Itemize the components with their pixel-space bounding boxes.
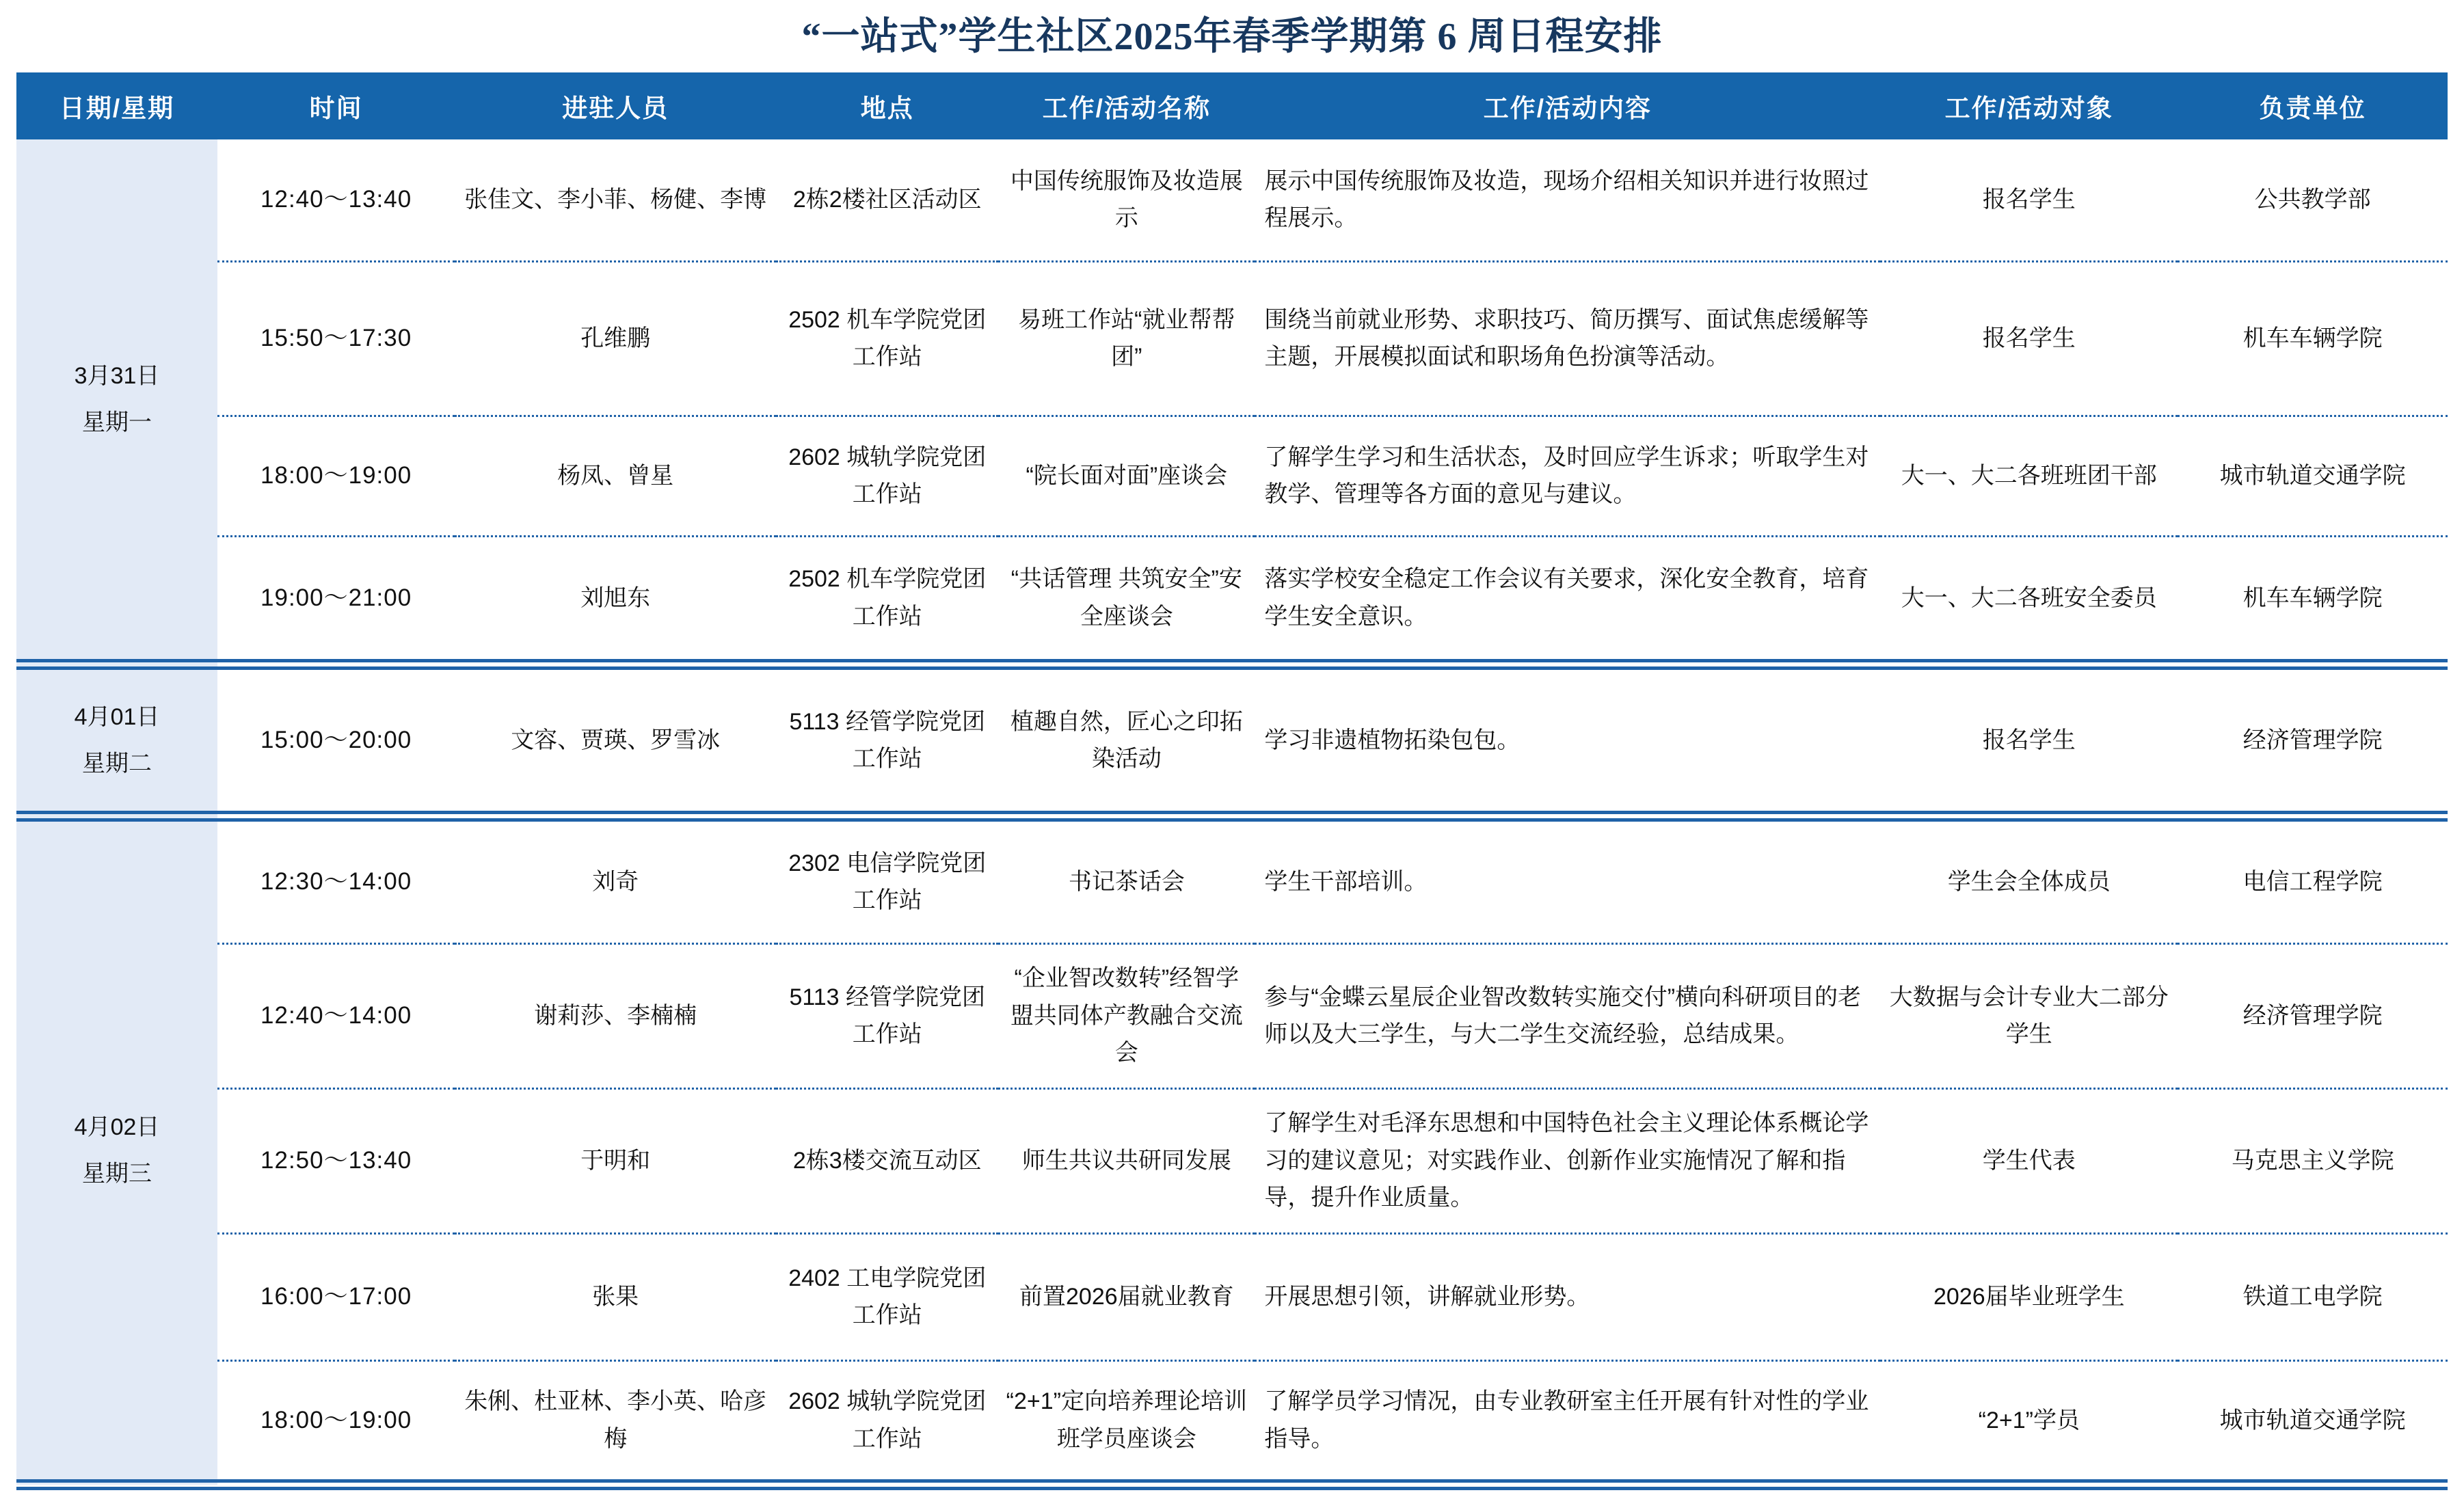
date-cell (16, 664, 217, 816)
cell-location: 2602 城轨学院党团工作站 (776, 416, 998, 536)
table-row (16, 261, 2448, 416)
cell-unit: 城市轨道交通学院 (2178, 1360, 2448, 1485)
cell-staff: 文容、贾瑛、罗雪冰 (511, 727, 721, 753)
column-header-staff: 进驻人员 (455, 72, 776, 139)
cell-activity-name: “企业智改数转”经智学盟共同体产教融合交流会 (998, 943, 1255, 1088)
cell-activity-name: 中国传统服饰及妆造展示 (1010, 167, 1243, 232)
table-row (16, 943, 2448, 1088)
cell-location: 2402 工电学院党团工作站 (776, 1233, 998, 1360)
date-label: 4月01日 (74, 704, 160, 730)
cell-location: 2栋2楼社区活动区 (792, 187, 982, 213)
cell-staff: 朱俐、杜亚林、李小英、哈彦梅 (455, 1360, 776, 1485)
cell-unit: 经济管理学院 (2242, 727, 2383, 753)
column-header-location: 地点 (776, 72, 998, 139)
cell-activity-name: “院长面对面”座谈会 (998, 416, 1255, 536)
cell-location: 2302 电信学院党团工作站 (788, 850, 987, 914)
table-row (16, 139, 2448, 261)
cell-staff: 孔维鹏 (455, 261, 776, 416)
cell-unit: 经济管理学院 (2178, 943, 2448, 1088)
cell-activity-content: 学习非遗植物拓染包包。 (1264, 727, 1521, 753)
cell-location: 5113 经管学院党团工作站 (789, 708, 986, 772)
column-header-date: 日期/星期 (16, 72, 217, 139)
page-title: “一站式”学生社区2025年春季学期第 6 周日程安排 (801, 16, 1663, 58)
cell-activity-content: 了解学生学习和生活状态，及时回应学生诉求；听取学生对教学、管理等各方面的意见与建议。 (1255, 416, 1880, 536)
table-header (16, 72, 2448, 139)
header-row (16, 72, 2448, 139)
column-header-activity-name: 工作/活动名称 (998, 72, 1255, 139)
cell-activity-name: 植趣自然，匠心之印拓染活动 (1010, 708, 1243, 772)
table-row (16, 536, 2448, 664)
day-group (16, 139, 2448, 664)
column-header-activity-target: 工作/活动对象 (1880, 72, 2178, 139)
cell-time: 18:00～19:00 (217, 1360, 455, 1485)
table-row (16, 816, 2448, 943)
cell-activity-content: 了解学生对毛泽东思想和中国特色社会主义理论体系概论学习的建议意见；对实践作业、创新作业实施情况了解和指导，提升作业质量。 (1255, 1088, 1880, 1233)
column-header-activity-content: 工作/活动内容 (1255, 72, 1880, 139)
weekday-label: 星期二 (82, 751, 152, 777)
cell-activity-name: 前置2026届就业教育 (998, 1233, 1255, 1360)
cell-activity-name: 易班工作站“就业帮帮团” (998, 261, 1255, 416)
cell-unit: 机车车辆学院 (2178, 536, 2448, 664)
date-cell (16, 816, 217, 1485)
table-row (16, 1233, 2448, 1360)
cell-activity-name: 书记茶话会 (1068, 869, 1185, 895)
cell-time: 12:50～13:40 (217, 1088, 455, 1233)
cell-activity-content: 围绕当前就业形势、求职技巧、简历撰写、面试焦虑缓解等主题，开展模拟面试和职场角色扮演等活动。 (1255, 261, 1880, 416)
cell-unit: 铁道工电学院 (2178, 1233, 2448, 1360)
cell-activity-target: “2+1”学员 (1880, 1360, 2178, 1485)
cell-activity-content: 学生干部培训。 (1264, 869, 1428, 895)
weekday-label: 星期一 (82, 409, 152, 435)
cell-activity-content: 了解学员学习情况，由专业教研室主任开展有针对性的学业指导。 (1255, 1360, 1880, 1485)
column-header-unit: 负责单位 (2178, 72, 2448, 139)
cell-time: 18:00～19:00 (217, 416, 455, 536)
cell-activity-target: 学生会全体成员 (1947, 869, 2111, 895)
cell-unit: 机车车辆学院 (2178, 261, 2448, 416)
cell-location: 2502 机车学院党团工作站 (776, 261, 998, 416)
schedule-table (16, 72, 2448, 1490)
cell-activity-target: 大一、大二各班安全委员 (1880, 536, 2178, 664)
cell-time: 12:40～13:40 (260, 186, 412, 213)
date-label: 4月02日 (74, 1114, 160, 1140)
cell-time: 15:00～20:00 (260, 727, 412, 753)
table-row (16, 1360, 2448, 1485)
cell-location: 2栋3楼交流互动区 (776, 1088, 998, 1233)
cell-unit: 电信工程学院 (2242, 869, 2383, 895)
weekday-label: 星期三 (82, 1161, 152, 1187)
cell-time: 12:40～14:00 (217, 943, 455, 1088)
cell-unit: 城市轨道交通学院 (2178, 416, 2448, 536)
date-cell (16, 139, 217, 664)
cell-activity-name: 师生共议共研同发展 (998, 1088, 1255, 1233)
cell-location: 5113 经管学院党团工作站 (776, 943, 998, 1088)
date-label: 3月31日 (74, 363, 160, 389)
cell-staff: 张佳文、李小菲、杨健、李博 (464, 187, 767, 213)
cell-activity-target: 大一、大二各班班团干部 (1880, 416, 2178, 536)
cell-activity-content: 展示中国传统服饰及妆造，现场介绍相关知识并进行妆照过程展示。 (1264, 167, 1869, 232)
table-row (16, 416, 2448, 536)
table-row (16, 1088, 2448, 1233)
cell-activity-target: 大数据与会计专业大二部分学生 (1880, 943, 2178, 1088)
cell-staff: 刘奇 (592, 869, 639, 895)
cell-location: 2502 机车学院党团工作站 (776, 536, 998, 664)
cell-unit: 马克思主义学院 (2178, 1088, 2448, 1233)
cell-activity-target: 报名学生 (1982, 187, 2076, 213)
cell-activity-name: “2+1”定向培养理论培训班学员座谈会 (998, 1360, 1255, 1485)
cell-time: 16:00～17:00 (217, 1233, 455, 1360)
cell-activity-target: 2026届毕业班学生 (1880, 1233, 2178, 1360)
day-group (16, 816, 2448, 1485)
cell-activity-target: 学生代表 (1880, 1088, 2178, 1233)
cell-time: 19:00～21:00 (217, 536, 455, 664)
cell-activity-name: “共话管理 共筑安全”安全座谈会 (998, 536, 1255, 664)
cell-time: 12:30～14:00 (260, 868, 412, 895)
day-group (16, 664, 2448, 816)
cell-location: 2602 城轨学院党团工作站 (776, 1360, 998, 1485)
cell-staff: 杨凤、曾星 (455, 416, 776, 536)
cell-unit: 公共教学部 (2254, 187, 2371, 213)
column-header-time: 时间 (217, 72, 455, 139)
cell-activity-content: 落实学校安全稳定工作会议有关要求，深化安全教育，培育学生安全意识。 (1255, 536, 1880, 664)
cell-staff: 刘旭东 (455, 536, 776, 664)
cell-activity-target: 报名学生 (1880, 261, 2178, 416)
cell-staff: 谢莉莎、李楠楠 (455, 943, 776, 1088)
cell-time: 15:50～17:30 (217, 261, 455, 416)
table-row (16, 664, 2448, 816)
cell-staff: 张果 (455, 1233, 776, 1360)
cell-staff: 于明和 (455, 1088, 776, 1233)
cell-activity-target: 报名学生 (1982, 727, 2076, 753)
cell-activity-content: 开展思想引领，讲解就业形势。 (1255, 1233, 1880, 1360)
cell-activity-content: 参与“金蝶云星辰企业智改数转实施交付”横向科研项目的老师以及大三学生，与大二学生交流经验，总结成果。 (1255, 943, 1880, 1088)
